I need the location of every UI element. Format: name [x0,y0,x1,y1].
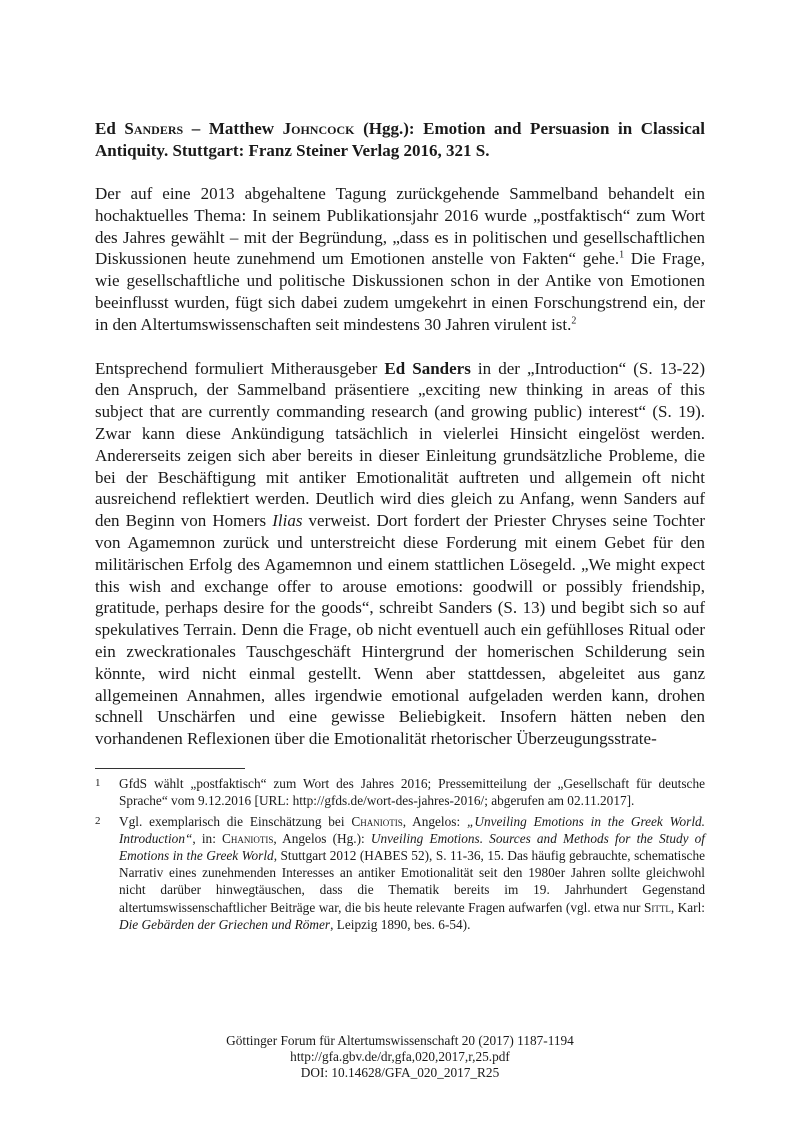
fn2-b: , Angelos: [402,814,467,830]
footnote-1 [95,775,705,809]
page-body [95,118,705,933]
author1-last: Sanders [124,119,184,138]
paragraph-2 [95,358,705,750]
footnote-ref-1[interactable]: 1 [619,249,625,261]
fn2-title-3: Die Gebärden der Griechen und Römer [119,916,331,932]
footer-url[interactable]: http://gfa.gbv.de/dr,gfa,020,2017,r,25.pdf [290,1049,510,1064]
footnote-text [119,813,705,933]
review-heading [95,118,705,162]
para2-text-a: Entsprechend formuliert Mitherausgeber [95,358,385,378]
para2-text-c: verweist. Dort fordert der Priester Chryses seine Tochter von Agamemnon zurück und unterstreicht diese Forderung mit einem Gebet für den militärischen Erfolg des Agamemnon und einem stattlichen Lösegeld. „We might expect this wish and exchange offer to arouse emotions: goodwill or possibly friendship, gratitude, perhaps desire for the goods“, schreibt Sanders (S. 13) und begibt sich so auf spekulatives Terrain. Denn die Frage, ob nicht eventuell auch ein gefühlloses Ritual oder ein zweckrationales Tauschgeschäft Hintergrund der homerischen Schilderung sein könnte, wird nicht einmal gestellt. Wenn aber stattdessen, abgeleitet aus ganz allgemeinen Annahmen, alles irgendwie emotional aufgeladen werden kann, drohen schnell Unschärfen und eine gewisse Beliebigkeit. Insofern hätten neben den vorhandenen Reflexionen über die Emotionalität rhetorischer Überzeugungsstrate- [95,511,705,749]
journal-footer [95,1033,705,1081]
fn2-g: , Leipzig 1890, bes. 6-54). [330,916,471,932]
bold-author-name: Ed Sanders [384,358,471,378]
heading-rest: (Hgg.): Emotion and Persuasion in Classical Antiquity. Stuttgart: Franz Steiner Verlag 2016, 321 S. [95,119,705,160]
fn2-a: Vgl. exemplarisch die Einschätzung bei [119,814,352,830]
heading-dash: – Matthew [183,119,283,138]
footnote-number: 2 [95,815,101,828]
fn2-author-3: Sittl [643,899,671,915]
fn2-c: , in: [192,831,223,847]
author2-last: Johncock [282,119,355,138]
fn2-author-2: Chaniotis [222,831,274,847]
fn2-f: , Karl: [670,899,705,915]
footer-doi[interactable]: DOI: 10.14628/GFA_020_2017_R25 [300,1065,500,1080]
footnote-text: GfdS wählt „postfaktisch“ zum Wort des Jahres 2016; Pressemitteilung der „Gesellschaft für deutsche Sprache“ vom 9.12.2016 [URL: http://gfds.de/wort-des-jahres-2016/; abgerufen am 02.11.2017]. [119,775,705,809]
footnote-ref-2[interactable]: 2 [571,315,577,327]
paragraph-1 [95,183,705,336]
author1-first: Ed [95,119,125,138]
fn2-e: , Stuttgart 2012 (HABES 52), S. 11-36, 15. Das häufig gebrauchte, schematische Narrativ eines zunehmenden Interesses an antiker Emotionalität seit den 1980er Jahren sollte gleichwohl nicht darüber hinwegtäuschen, dass die Thematik bereits im 19. Jahrhundert Gegenstand altertumswissenschaftlicher Beiträge war, die bis heute relevante Fragen aufwarfen (vgl. etwa nur [119,848,705,915]
fn2-d: , Angelos (Hg.): [273,831,371,847]
fn2-title-2: Unveiling Emotions. Sources and Methods for the Study of Emotions in the Greek World [119,831,706,864]
italic-ilias: Ilias [272,511,303,531]
para2-text-b: in der „Introduction“ (S. 13-22) den Anspruch, der Sammelband präsentiere „exciting new thinking in areas of this subject that are currently commanding research (and growing public) interest“ (S. 19). Zwar kann diese Ankündigung tatsächlich in vielerlei Hinsicht eingelöst werden. Andererseits zeigen sich aber bereits in dieser Einleitung grundsätzliche Probleme, die bei der Beschäftigung mit antiker Emotionalität auftreten und allgemein oft nicht ausreichend reflektiert werden. Deutlich wird dies gleich zu Anfang, wenn Sanders auf den Beginn von Homers [95,358,705,531]
footnote-2 [95,813,705,933]
fn2-author-1: Chaniotis [351,814,403,830]
para1-text-b: Die Frage, wie gesellschaftliche und politische Diskussionen schon in der Antike von Emotionen beeinflusst wurden, fügt sich dabei zudem umgekehrt in einen Forschungstrend ein, der in den Altertumswissenschaften seit mindestens 30 Jahren virulent ist. [95,249,705,334]
fn2-title-1: „Unveiling Emotions in the Greek World. Introduction“ [119,814,705,847]
footnote-number: 1 [95,776,101,789]
para1-text-a: Der auf eine 2013 abgehaltene Tagung zurückgehende Sammelband behandelt ein hochaktuelles Thema: In seinem Publikationsjahr 2016 wurde „postfaktisch“ zum Wort des Jahres gewählt – mit der Begründung, „dass es in politischen und gesellschaftlichen Diskussionen heute zunehmend um Emotionen anstelle von Fakten“ gehe. [95,184,705,269]
footer-journal: Göttinger Forum für Altertumswissenschaft 20 (2017) 1187-1194 [226,1033,574,1048]
footnote-separator [95,768,245,769]
